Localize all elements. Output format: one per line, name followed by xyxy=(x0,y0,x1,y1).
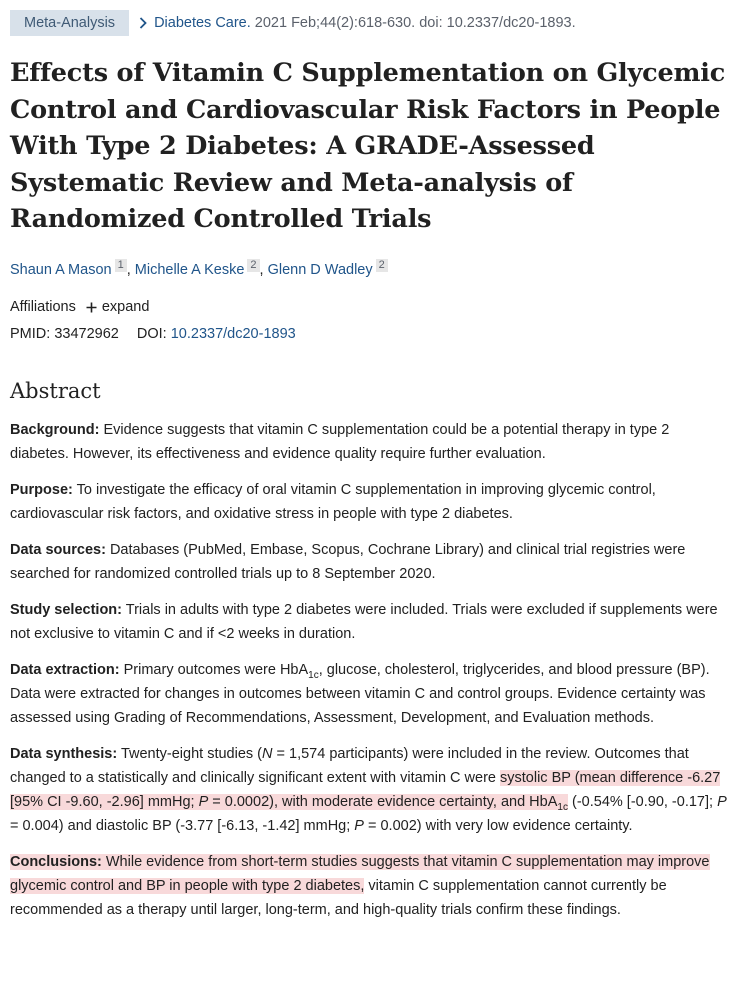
section-text: Databases (PubMed, Embase, Scopus, Cochrane Library) and clinical trial registries were searched for randomized controlled trials up to 8 September 2020. xyxy=(10,542,686,582)
author-link[interactable]: Shaun A Mason xyxy=(10,262,112,278)
section-text: Evidence suggests that vitamin C supplementation could be a potential therapy in type 2 diabetes. However, its effectiveness and evidence quality require further evaluation. xyxy=(10,422,670,462)
section-text: = 1,574 participants) were included in the review. Outcomes that changed to a statistically and clinically significant extent with vitamin C were xyxy=(10,746,689,786)
section-text: Trials in adults with type 2 diabetes were included. Trials were excluded if supplements were not exclusive to vitamin C and if <2 weeks in duration. xyxy=(10,602,718,642)
abstract-conclusions xyxy=(10,850,730,922)
article-title: Effects of Vitamin C Supplementation on Glycemic Control and Cardiovascular Risk Factors in People With Type 2 Diabetes: A GRADE-Assessed Systematic Review and Meta-analysis of Randomized Controlled Trials xyxy=(10,58,726,234)
doi-label: DOI: xyxy=(136,326,167,342)
author-separator: , xyxy=(259,262,268,278)
plus-icon xyxy=(86,302,97,313)
abstract-data-extraction xyxy=(10,658,730,730)
abstract-background xyxy=(10,418,730,466)
pmid-value: 33472962 xyxy=(54,326,119,342)
section-label: Background: xyxy=(10,422,100,438)
italic-p: P xyxy=(198,794,209,810)
section-text: Twenty-eight studies ( xyxy=(120,746,263,762)
highlight-part: = 0.0002), with moderate evidence certainty, and HbA xyxy=(212,794,558,810)
author-link[interactable]: Glenn D Wadley xyxy=(267,262,373,278)
identifiers xyxy=(10,323,296,345)
section-text: Primary outcomes were HbA xyxy=(123,662,309,678)
section-text: , glucose, cholesterol, triglycerides, and blood pressure (BP). Data were extracted for changes in outcomes between vitamin C and control groups. Evidence certainty was assessed using Grading of Recommendations, Assessment, Development, and Evaluation methods. xyxy=(10,662,710,726)
affiliations-label: Affiliations xyxy=(10,299,76,315)
affiliation-marker[interactable]: 2 xyxy=(376,259,388,272)
journal-citation xyxy=(139,15,576,31)
affiliation-marker[interactable]: 2 xyxy=(247,259,259,272)
italic-p: P xyxy=(354,818,364,834)
citation-details: 2021 Feb;44(2):618-630. doi: 10.2337/dc20-1893. xyxy=(254,15,576,31)
expand-label: expand xyxy=(101,299,150,315)
abstract-heading: Abstract xyxy=(10,379,101,403)
italic-n: N xyxy=(262,746,273,762)
abstract-purpose xyxy=(10,478,730,526)
pmid-label: PMID: xyxy=(10,326,51,342)
affiliations-toggle[interactable] xyxy=(10,296,149,318)
author-link[interactable]: Michelle A Keske xyxy=(134,262,245,278)
publication-type-badge[interactable]: Meta-Analysis xyxy=(10,10,129,36)
subscript: 1c xyxy=(308,669,319,681)
section-text: To investigate the efficacy of oral vitamin C supplementation in improving glycemic control, cardiovascular risk factors, and oxidative stress in people with type 2 diabetes. xyxy=(10,482,656,522)
highlight-part: While evidence from short-term studies suggests that vitamin C supplementation may improve glycemic control and BP in people with type 2 diabetes, xyxy=(10,854,710,894)
affiliation-marker[interactable]: 1 xyxy=(115,259,127,272)
author-list xyxy=(10,259,388,281)
section-text: = 0.002) with very low evidence certainty. xyxy=(368,818,633,834)
section-text: vitamin C supplementation cannot currently be recommended as a therapy until larger, long-term, and high-quality trials confirm these findings. xyxy=(10,878,667,918)
section-text: = 0.004) and diastolic BP (-3.77 [-6.13, -1.42] mmHg; xyxy=(10,818,351,834)
journal-link[interactable]: Diabetes Care. xyxy=(154,15,251,31)
section-label: Study selection: xyxy=(10,602,122,618)
abstract-data-synthesis xyxy=(10,742,730,838)
abstract-data-sources xyxy=(10,538,730,586)
author-separator: , xyxy=(126,262,135,278)
subscript: 1c xyxy=(557,801,568,813)
section-label: Data extraction: xyxy=(10,662,120,678)
italic-p: P xyxy=(717,794,727,810)
section-text: (-0.54% [-0.90, -0.17]; xyxy=(572,794,714,810)
citation-line xyxy=(10,10,576,36)
chevron-right-icon[interactable] xyxy=(139,17,148,29)
section-label: Data synthesis: xyxy=(10,746,118,762)
section-label: Data sources: xyxy=(10,542,106,558)
highlight-part: systolic BP (mean difference -6.27 [95% CI -9.60, -2.96] mmHg; xyxy=(10,770,721,810)
abstract-study-selection xyxy=(10,598,730,646)
doi-link[interactable]: 10.2337/dc20-1893 xyxy=(170,326,296,342)
section-label: Purpose: xyxy=(10,482,73,498)
abstract-body xyxy=(10,418,730,934)
section-label: Conclusions: xyxy=(10,854,102,870)
